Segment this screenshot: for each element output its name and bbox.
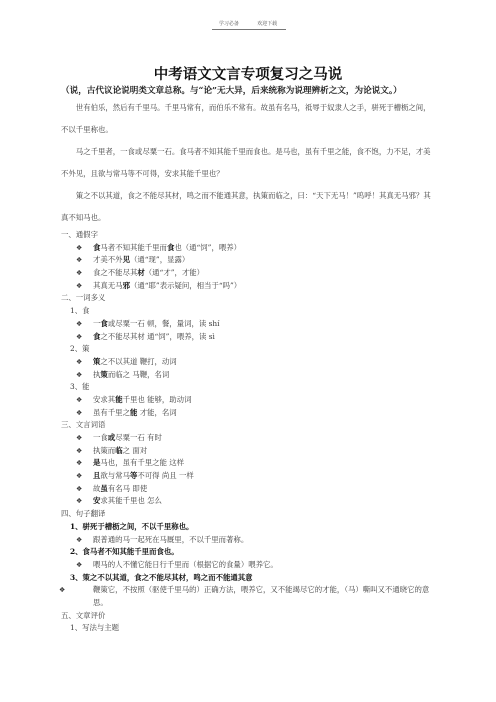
diamond-bullet-icon: ❖: [76, 459, 83, 468]
group-label: 3、能: [70, 382, 90, 392]
diamond-bullet-icon: ❖: [76, 256, 83, 265]
diamond-bullet-icon: ❖: [76, 319, 83, 328]
list-item: ❖ 执策而临之 面对: [61, 445, 437, 458]
list-item: ❖ 食马者不知其能千里而食也（通“饲”，喂养）: [61, 242, 437, 255]
list-item: ❖ 安求其能千里也 能够，助动词: [61, 394, 437, 407]
diamond-bullet-icon: ❖: [76, 535, 83, 544]
section-heading-xuci: 三、文言词语: [61, 420, 106, 430]
diamond-bullet-icon: ❖: [76, 243, 83, 252]
diamond-bullet-icon: ❖: [76, 281, 83, 290]
diamond-bullet-icon: ❖: [76, 370, 83, 379]
list-item: ❖ 一食或尽粟一石 顿，餐，量词，读 shí: [61, 318, 437, 331]
list-item: ❖ 其真无马邪（通“耶”表示疑问，相当于“吗”）: [61, 280, 437, 293]
diamond-bullet-icon: ❖: [76, 434, 83, 442]
translation-answer: ❖ 鞭策它，不按照（驱使千里马的）正确方法，喂养它，又不能竭尽它的才能，（马）嘶叫又不通晓它的意思。: [59, 585, 430, 607]
document-body: [61, 97, 437, 635]
paragraph-1: 世有伯乐，然后有千里马。千里马常有，而伯乐不常有。故虽有名马，祗辱于奴隶人之手，骈死于槽枥之间，不以千里称也。: [61, 103, 431, 134]
page-header: 学习必备 欢迎下载: [218, 21, 278, 27]
page-title: 中考语文文言专项复习之马说: [153, 67, 343, 83]
diamond-bullet-icon: ❖: [76, 357, 83, 366]
list-item: ❖ 且欲与常马等不可得 尚且 一样: [61, 470, 437, 483]
list-item: ❖ 一食或尽粟一石 有时: [61, 432, 437, 445]
group-label: 1、食: [70, 306, 90, 316]
list-item: ❖ 策之不以其道 鞭打，动词: [61, 356, 437, 369]
list-item: ❖ 故虽有名马 即使: [61, 483, 437, 496]
diamond-bullet-icon: ❖: [76, 560, 83, 569]
section-heading-fanyi: 四、句子翻译: [61, 509, 106, 519]
diamond-bullet-icon: ❖: [76, 395, 83, 404]
translation-answer: ❖ 喂马的人不懂它能日行千里而（根据它的食量）喂养它。: [61, 559, 437, 572]
group-label: 1、写法与主题: [70, 623, 120, 633]
translation-question: 2、食马者不知其能千里而食也。: [70, 547, 179, 557]
diamond-bullet-icon: ❖: [76, 446, 83, 455]
diamond-bullet-icon: ❖: [76, 408, 83, 417]
translation-question: 3、策之不以其道，食之不能尽其材，鸣之而不能通其意: [70, 572, 253, 582]
translation-answer: ❖ 跟普通的马一起死在马厩里，不以千里而著称。: [61, 534, 437, 547]
paragraph-3: 策之不以其道，食之不能尽其材，鸣之而不能通其意，执策而临之，曰：“天下无马！”呜呼！其真无马邪？其真不知马也。: [61, 191, 431, 222]
list-item: ❖ 食之不能尽其材 通“饲”，喂养，读 sì: [61, 331, 437, 344]
diamond-bullet-icon: ❖: [76, 484, 83, 493]
list-item: ❖ 是马也，虽有千里之能 这样: [61, 457, 437, 470]
translation-question: 1、骈死于槽枥之间，不以千里称也。: [70, 521, 194, 531]
header-divider: [212, 29, 286, 30]
list-item: ❖ 才美不外见（通“现”，显露）: [61, 254, 437, 267]
section-heading-pingjia: 五、文章评价: [61, 610, 106, 620]
list-item: ❖ 食之不能尽其材（通“才”，才能）: [61, 267, 437, 280]
subtitle: （说，古代议论说明类文章总称。与“论”无大异，后来统称为说理辨析之文，为论说文。）: [61, 86, 402, 96]
diamond-bullet-icon: ❖: [76, 497, 83, 506]
group-label: 2、策: [70, 344, 90, 354]
diamond-bullet-icon: ❖: [59, 586, 66, 595]
paragraph-2: 马之千里者，一食或尽粟一石。食马者不知其能千里而食也。是马也，虽有千里之能，食不饱，力不足，才美不外见，且欲与常马等不可得，安求其能千里也？: [61, 147, 431, 178]
list-item: ❖ 安求其能千里也 怎么: [61, 495, 437, 508]
section-heading-yici: 二、一词多义: [61, 293, 106, 303]
section-heading-tongjia: 一、通假字: [61, 230, 98, 239]
list-item: ❖ 虽有千里之能 才能，名词: [61, 407, 437, 420]
diamond-bullet-icon: ❖: [76, 332, 83, 341]
diamond-bullet-icon: ❖: [76, 269, 83, 278]
list-item: ❖ 执策而临之 马鞭，名词: [61, 369, 437, 382]
diamond-bullet-icon: ❖: [76, 472, 83, 481]
